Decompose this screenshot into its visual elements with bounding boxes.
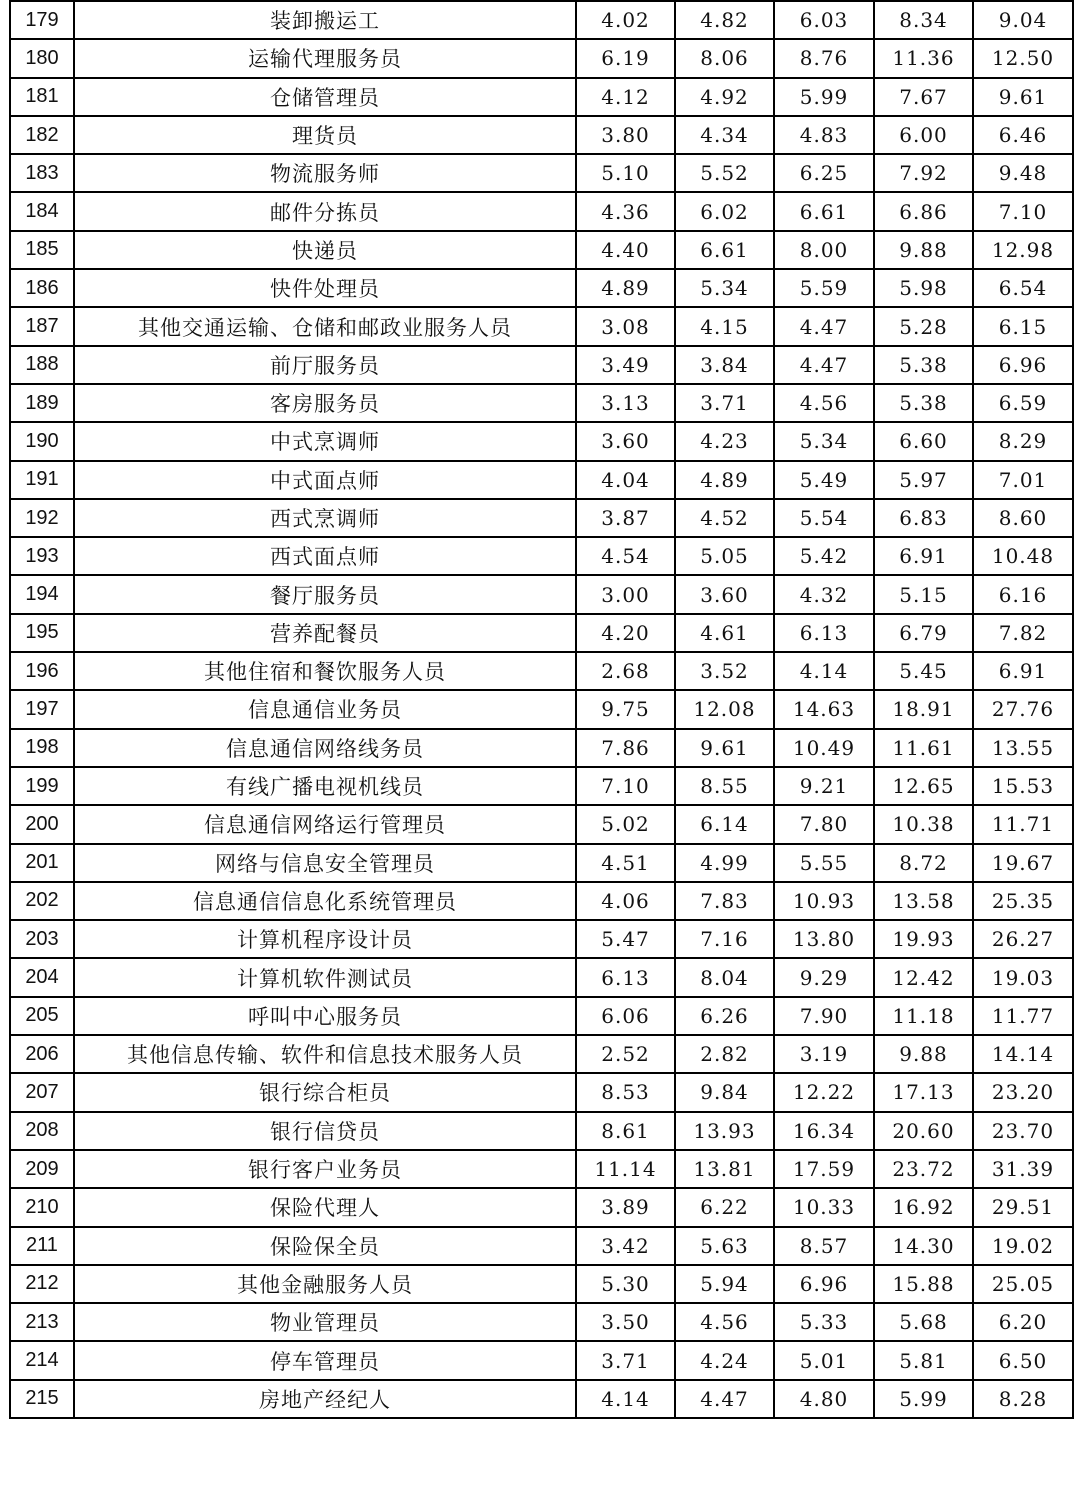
wage-value-cell: 20.60 <box>874 1112 973 1150</box>
wage-value-cell: 6.91 <box>973 652 1073 690</box>
wage-value-cell: 8.61 <box>576 1112 675 1150</box>
row-number-cell: 193 <box>10 537 74 575</box>
wage-value-cell: 8.06 <box>675 39 774 77</box>
wage-value-cell: 4.99 <box>675 844 774 882</box>
wage-value-cell: 8.34 <box>874 1 973 39</box>
table-row <box>10 1188 1073 1226</box>
row-number-cell: 182 <box>10 116 74 154</box>
wage-value-cell: 14.14 <box>973 1035 1073 1073</box>
wage-value-cell: 5.15 <box>874 575 973 613</box>
occupation-name-cell: 装卸搬运工 <box>74 1 576 39</box>
wage-value-cell: 13.80 <box>774 920 874 958</box>
wage-value-cell: 3.00 <box>576 575 675 613</box>
wage-value-cell: 6.61 <box>675 231 774 269</box>
row-number-cell: 203 <box>10 920 74 958</box>
wage-value-cell: 7.92 <box>874 154 973 192</box>
wage-value-cell: 9.75 <box>576 690 675 728</box>
wage-value-cell: 31.39 <box>973 1150 1073 1188</box>
table-row <box>10 461 1073 499</box>
wage-value-cell: 6.59 <box>973 384 1073 422</box>
occupation-name-cell: 仓储管理员 <box>74 78 576 116</box>
table-row <box>10 767 1073 805</box>
wage-value-cell: 13.93 <box>675 1112 774 1150</box>
wage-value-cell: 26.27 <box>973 920 1073 958</box>
table-row <box>10 78 1073 116</box>
wage-value-cell: 6.00 <box>874 116 973 154</box>
wage-value-cell: 6.19 <box>576 39 675 77</box>
table-row <box>10 422 1073 460</box>
table-row <box>10 1380 1073 1418</box>
wage-value-cell: 8.29 <box>973 422 1073 460</box>
wage-value-cell: 5.55 <box>774 844 874 882</box>
occupation-name-cell: 中式面点师 <box>74 461 576 499</box>
table-body <box>10 1 1073 1418</box>
wage-value-cell: 23.70 <box>973 1112 1073 1150</box>
wage-value-cell: 3.89 <box>576 1188 675 1226</box>
row-number-cell: 212 <box>10 1265 74 1303</box>
row-number-cell: 194 <box>10 575 74 613</box>
wage-value-cell: 14.30 <box>874 1227 973 1265</box>
wage-value-cell: 6.79 <box>874 614 973 652</box>
occupation-name-cell: 前厅服务员 <box>74 346 576 384</box>
wage-value-cell: 6.46 <box>973 116 1073 154</box>
wage-value-cell: 16.92 <box>874 1188 973 1226</box>
wage-value-cell: 10.93 <box>774 882 874 920</box>
wage-value-cell: 12.65 <box>874 767 973 805</box>
wage-value-cell: 3.60 <box>675 575 774 613</box>
table-row <box>10 805 1073 843</box>
wage-value-cell: 16.34 <box>774 1112 874 1150</box>
wage-value-cell: 6.86 <box>874 192 973 230</box>
row-number-cell: 198 <box>10 729 74 767</box>
wage-value-cell: 4.89 <box>675 461 774 499</box>
row-number-cell: 183 <box>10 154 74 192</box>
wage-value-cell: 6.22 <box>675 1188 774 1226</box>
occupation-name-cell: 信息通信网络线务员 <box>74 729 576 767</box>
wage-value-cell: 3.80 <box>576 116 675 154</box>
wage-value-cell: 5.94 <box>675 1265 774 1303</box>
wage-value-cell: 5.33 <box>774 1303 874 1341</box>
table-row <box>10 269 1073 307</box>
table-row <box>10 997 1073 1035</box>
wage-value-cell: 17.59 <box>774 1150 874 1188</box>
wage-value-cell: 6.61 <box>774 192 874 230</box>
occupation-name-cell: 西式烹调师 <box>74 499 576 537</box>
wage-value-cell: 4.56 <box>774 384 874 422</box>
row-number-cell: 186 <box>10 269 74 307</box>
occupation-name-cell: 信息通信信息化系统管理员 <box>74 882 576 920</box>
wage-value-cell: 4.52 <box>675 499 774 537</box>
row-number-cell: 185 <box>10 231 74 269</box>
row-number-cell: 214 <box>10 1341 74 1379</box>
wage-value-cell: 4.54 <box>576 537 675 575</box>
wage-value-cell: 5.49 <box>774 461 874 499</box>
wage-value-cell: 15.53 <box>973 767 1073 805</box>
row-number-cell: 197 <box>10 690 74 728</box>
occupation-name-cell: 银行信贷员 <box>74 1112 576 1150</box>
wage-value-cell: 7.86 <box>576 729 675 767</box>
occupation-name-cell: 运输代理服务员 <box>74 39 576 77</box>
wage-value-cell: 6.14 <box>675 805 774 843</box>
occupation-name-cell: 其他金融服务人员 <box>74 1265 576 1303</box>
row-number-cell: 188 <box>10 346 74 384</box>
table-row <box>10 1112 1073 1150</box>
wage-value-cell: 5.34 <box>675 269 774 307</box>
wage-value-cell: 9.88 <box>874 231 973 269</box>
table-row <box>10 1341 1073 1379</box>
table-row <box>10 729 1073 767</box>
wage-value-cell: 4.34 <box>675 116 774 154</box>
wage-value-cell: 10.48 <box>973 537 1073 575</box>
wage-value-cell: 8.72 <box>874 844 973 882</box>
row-number-cell: 201 <box>10 844 74 882</box>
occupation-wage-table <box>9 0 1074 1419</box>
wage-value-cell: 8.76 <box>774 39 874 77</box>
row-number-cell: 204 <box>10 958 74 996</box>
table-row <box>10 1150 1073 1188</box>
wage-value-cell: 19.67 <box>973 844 1073 882</box>
wage-value-cell: 6.60 <box>874 422 973 460</box>
wage-value-cell: 13.58 <box>874 882 973 920</box>
wage-value-cell: 3.08 <box>576 307 675 345</box>
table-row <box>10 690 1073 728</box>
wage-value-cell: 4.14 <box>576 1380 675 1418</box>
wage-value-cell: 5.99 <box>874 1380 973 1418</box>
wage-value-cell: 5.47 <box>576 920 675 958</box>
table-row <box>10 384 1073 422</box>
wage-value-cell: 5.34 <box>774 422 874 460</box>
wage-value-cell: 4.92 <box>675 78 774 116</box>
wage-value-cell: 6.06 <box>576 997 675 1035</box>
table-row <box>10 1073 1073 1111</box>
wage-value-cell: 9.88 <box>874 1035 973 1073</box>
row-number-cell: 215 <box>10 1380 74 1418</box>
occupation-name-cell: 营养配餐员 <box>74 614 576 652</box>
wage-value-cell: 12.42 <box>874 958 973 996</box>
table-row <box>10 499 1073 537</box>
wage-value-cell: 4.89 <box>576 269 675 307</box>
occupation-name-cell: 保险保全员 <box>74 1227 576 1265</box>
wage-value-cell: 8.28 <box>973 1380 1073 1418</box>
wage-value-cell: 3.49 <box>576 346 675 384</box>
table-row <box>10 39 1073 77</box>
wage-value-cell: 6.54 <box>973 269 1073 307</box>
wage-value-cell: 5.54 <box>774 499 874 537</box>
wage-value-cell: 6.83 <box>874 499 973 537</box>
wage-value-cell: 9.61 <box>675 729 774 767</box>
wage-value-cell: 12.50 <box>973 39 1073 77</box>
wage-value-cell: 4.61 <box>675 614 774 652</box>
wage-value-cell: 4.14 <box>774 652 874 690</box>
table-row <box>10 920 1073 958</box>
wage-value-cell: 5.28 <box>874 307 973 345</box>
wage-value-cell: 6.50 <box>973 1341 1073 1379</box>
wage-value-cell: 4.82 <box>675 1 774 39</box>
wage-value-cell: 5.97 <box>874 461 973 499</box>
wage-value-cell: 5.05 <box>675 537 774 575</box>
table-row <box>10 154 1073 192</box>
wage-value-cell: 4.02 <box>576 1 675 39</box>
wage-value-cell: 13.55 <box>973 729 1073 767</box>
wage-value-cell: 7.82 <box>973 614 1073 652</box>
wage-value-cell: 3.84 <box>675 346 774 384</box>
wage-value-cell: 2.82 <box>675 1035 774 1073</box>
occupation-name-cell: 餐厅服务员 <box>74 575 576 613</box>
wage-value-cell: 7.10 <box>973 192 1073 230</box>
wage-value-cell: 6.96 <box>973 346 1073 384</box>
wage-value-cell: 12.08 <box>675 690 774 728</box>
row-number-cell: 208 <box>10 1112 74 1150</box>
wage-value-cell: 4.47 <box>774 307 874 345</box>
row-number-cell: 202 <box>10 882 74 920</box>
wage-value-cell: 4.47 <box>675 1380 774 1418</box>
row-number-cell: 195 <box>10 614 74 652</box>
occupation-name-cell: 保险代理人 <box>74 1188 576 1226</box>
wage-value-cell: 4.23 <box>675 422 774 460</box>
occupation-name-cell: 其他住宿和餐饮服务人员 <box>74 652 576 690</box>
wage-value-cell: 17.13 <box>874 1073 973 1111</box>
occupation-name-cell: 西式面点师 <box>74 537 576 575</box>
wage-value-cell: 11.18 <box>874 997 973 1035</box>
wage-value-cell: 29.51 <box>973 1188 1073 1226</box>
occupation-name-cell: 快件处理员 <box>74 269 576 307</box>
wage-value-cell: 11.61 <box>874 729 973 767</box>
row-number-cell: 206 <box>10 1035 74 1073</box>
occupation-name-cell: 中式烹调师 <box>74 422 576 460</box>
wage-value-cell: 8.53 <box>576 1073 675 1111</box>
table-row <box>10 346 1073 384</box>
wage-value-cell: 7.01 <box>973 461 1073 499</box>
wage-value-cell: 6.13 <box>576 958 675 996</box>
wage-value-cell: 5.10 <box>576 154 675 192</box>
wage-value-cell: 5.98 <box>874 269 973 307</box>
row-number-cell: 196 <box>10 652 74 690</box>
table-row <box>10 1 1073 39</box>
table-row <box>10 1303 1073 1341</box>
wage-value-cell: 19.03 <box>973 958 1073 996</box>
wage-value-cell: 10.33 <box>774 1188 874 1226</box>
wage-value-cell: 9.84 <box>675 1073 774 1111</box>
occupation-name-cell: 有线广播电视机线员 <box>74 767 576 805</box>
wage-value-cell: 12.22 <box>774 1073 874 1111</box>
table-row <box>10 1227 1073 1265</box>
table-row <box>10 1035 1073 1073</box>
wage-value-cell: 7.16 <box>675 920 774 958</box>
row-number-cell: 180 <box>10 39 74 77</box>
row-number-cell: 211 <box>10 1227 74 1265</box>
wage-value-cell: 4.40 <box>576 231 675 269</box>
row-number-cell: 199 <box>10 767 74 805</box>
table-row <box>10 192 1073 230</box>
occupation-name-cell: 物流服务师 <box>74 154 576 192</box>
wage-value-cell: 9.61 <box>973 78 1073 116</box>
wage-value-cell: 4.36 <box>576 192 675 230</box>
wage-value-cell: 4.51 <box>576 844 675 882</box>
wage-value-cell: 6.03 <box>774 1 874 39</box>
occupation-name-cell: 信息通信网络运行管理员 <box>74 805 576 843</box>
occupation-name-cell: 邮件分拣员 <box>74 192 576 230</box>
wage-value-cell: 5.45 <box>874 652 973 690</box>
wage-value-cell: 10.38 <box>874 805 973 843</box>
row-number-cell: 190 <box>10 422 74 460</box>
occupation-name-cell: 快递员 <box>74 231 576 269</box>
wage-value-cell: 4.15 <box>675 307 774 345</box>
wage-value-cell: 3.50 <box>576 1303 675 1341</box>
wage-value-cell: 14.63 <box>774 690 874 728</box>
wage-value-cell: 6.20 <box>973 1303 1073 1341</box>
wage-value-cell: 6.25 <box>774 154 874 192</box>
wage-value-cell: 3.71 <box>576 1341 675 1379</box>
wage-value-cell: 9.21 <box>774 767 874 805</box>
occupation-name-cell: 计算机程序设计员 <box>74 920 576 958</box>
wage-value-cell: 2.52 <box>576 1035 675 1073</box>
row-number-cell: 200 <box>10 805 74 843</box>
wage-value-cell: 6.02 <box>675 192 774 230</box>
wage-value-cell: 7.67 <box>874 78 973 116</box>
occupation-name-cell: 网络与信息安全管理员 <box>74 844 576 882</box>
wage-value-cell: 3.52 <box>675 652 774 690</box>
wage-value-cell: 6.13 <box>774 614 874 652</box>
wage-value-cell: 5.81 <box>874 1341 973 1379</box>
table-row <box>10 1265 1073 1303</box>
wage-value-cell: 7.10 <box>576 767 675 805</box>
wage-value-cell: 19.93 <box>874 920 973 958</box>
wage-value-cell: 7.83 <box>675 882 774 920</box>
wage-value-cell: 7.80 <box>774 805 874 843</box>
wage-value-cell: 15.88 <box>874 1265 973 1303</box>
wage-value-cell: 19.02 <box>973 1227 1073 1265</box>
table-row <box>10 307 1073 345</box>
wage-value-cell: 3.42 <box>576 1227 675 1265</box>
occupation-name-cell: 其他信息传输、软件和信息技术服务人员 <box>74 1035 576 1073</box>
row-number-cell: 192 <box>10 499 74 537</box>
row-number-cell: 181 <box>10 78 74 116</box>
wage-value-cell: 6.96 <box>774 1265 874 1303</box>
wage-value-cell: 4.83 <box>774 116 874 154</box>
wage-value-cell: 3.60 <box>576 422 675 460</box>
wage-value-cell: 5.38 <box>874 346 973 384</box>
table-row <box>10 575 1073 613</box>
wage-value-cell: 25.35 <box>973 882 1073 920</box>
wage-value-cell: 11.77 <box>973 997 1073 1035</box>
occupation-name-cell: 客房服务员 <box>74 384 576 422</box>
wage-value-cell: 4.06 <box>576 882 675 920</box>
occupation-name-cell: 停车管理员 <box>74 1341 576 1379</box>
wage-value-cell: 4.12 <box>576 78 675 116</box>
occupation-name-cell: 物业管理员 <box>74 1303 576 1341</box>
wage-value-cell: 3.87 <box>576 499 675 537</box>
wage-value-cell: 7.90 <box>774 997 874 1035</box>
wage-value-cell: 5.38 <box>874 384 973 422</box>
occupation-name-cell: 其他交通运输、仓储和邮政业服务人员 <box>74 307 576 345</box>
wage-value-cell: 9.48 <box>973 154 1073 192</box>
row-number-cell: 179 <box>10 1 74 39</box>
occupation-name-cell: 银行综合柜员 <box>74 1073 576 1111</box>
wage-value-cell: 8.55 <box>675 767 774 805</box>
wage-value-cell: 4.80 <box>774 1380 874 1418</box>
wage-value-cell: 9.29 <box>774 958 874 996</box>
wage-value-cell: 5.42 <box>774 537 874 575</box>
wage-value-cell: 4.47 <box>774 346 874 384</box>
wage-value-cell: 8.00 <box>774 231 874 269</box>
wage-value-cell: 18.91 <box>874 690 973 728</box>
wage-value-cell: 5.30 <box>576 1265 675 1303</box>
wage-value-cell: 12.98 <box>973 231 1073 269</box>
wage-value-cell: 5.02 <box>576 805 675 843</box>
wage-value-cell: 4.04 <box>576 461 675 499</box>
wage-value-cell: 3.19 <box>774 1035 874 1073</box>
table-row <box>10 652 1073 690</box>
table-row <box>10 614 1073 652</box>
wage-value-cell: 25.05 <box>973 1265 1073 1303</box>
wage-value-cell: 5.52 <box>675 154 774 192</box>
wage-value-cell: 2.68 <box>576 652 675 690</box>
wage-value-cell: 5.59 <box>774 269 874 307</box>
wage-value-cell: 11.71 <box>973 805 1073 843</box>
wage-value-cell: 3.13 <box>576 384 675 422</box>
table-row <box>10 844 1073 882</box>
wage-value-cell: 6.16 <box>973 575 1073 613</box>
table-row <box>10 958 1073 996</box>
table-row <box>10 231 1073 269</box>
row-number-cell: 209 <box>10 1150 74 1188</box>
table-row <box>10 116 1073 154</box>
wage-value-cell: 8.04 <box>675 958 774 996</box>
wage-value-cell: 23.20 <box>973 1073 1073 1111</box>
wage-value-cell: 4.32 <box>774 575 874 613</box>
wage-value-cell: 13.81 <box>675 1150 774 1188</box>
wage-value-cell: 4.56 <box>675 1303 774 1341</box>
wage-value-cell: 4.20 <box>576 614 675 652</box>
row-number-cell: 187 <box>10 307 74 345</box>
wage-value-cell: 8.57 <box>774 1227 874 1265</box>
table-row <box>10 882 1073 920</box>
row-number-cell: 207 <box>10 1073 74 1111</box>
wage-value-cell: 5.01 <box>774 1341 874 1379</box>
occupation-name-cell: 信息通信业务员 <box>74 690 576 728</box>
wage-value-cell: 5.68 <box>874 1303 973 1341</box>
occupation-name-cell: 银行客户业务员 <box>74 1150 576 1188</box>
row-number-cell: 189 <box>10 384 74 422</box>
wage-value-cell: 6.26 <box>675 997 774 1035</box>
wage-value-cell: 3.71 <box>675 384 774 422</box>
wage-value-cell: 11.36 <box>874 39 973 77</box>
row-number-cell: 205 <box>10 997 74 1035</box>
row-number-cell: 210 <box>10 1188 74 1226</box>
wage-value-cell: 4.24 <box>675 1341 774 1379</box>
wage-value-cell: 10.49 <box>774 729 874 767</box>
wage-value-cell: 8.60 <box>973 499 1073 537</box>
wage-value-cell: 5.63 <box>675 1227 774 1265</box>
occupation-name-cell: 理货员 <box>74 116 576 154</box>
table-row <box>10 537 1073 575</box>
wage-value-cell: 9.04 <box>973 1 1073 39</box>
wage-value-cell: 27.76 <box>973 690 1073 728</box>
wage-value-cell: 6.15 <box>973 307 1073 345</box>
row-number-cell: 213 <box>10 1303 74 1341</box>
wage-value-cell: 5.99 <box>774 78 874 116</box>
row-number-cell: 184 <box>10 192 74 230</box>
occupation-name-cell: 呼叫中心服务员 <box>74 997 576 1035</box>
wage-value-cell: 23.72 <box>874 1150 973 1188</box>
wage-value-cell: 6.91 <box>874 537 973 575</box>
occupation-name-cell: 房地产经纪人 <box>74 1380 576 1418</box>
occupation-name-cell: 计算机软件测试员 <box>74 958 576 996</box>
wage-value-cell: 11.14 <box>576 1150 675 1188</box>
row-number-cell: 191 <box>10 461 74 499</box>
